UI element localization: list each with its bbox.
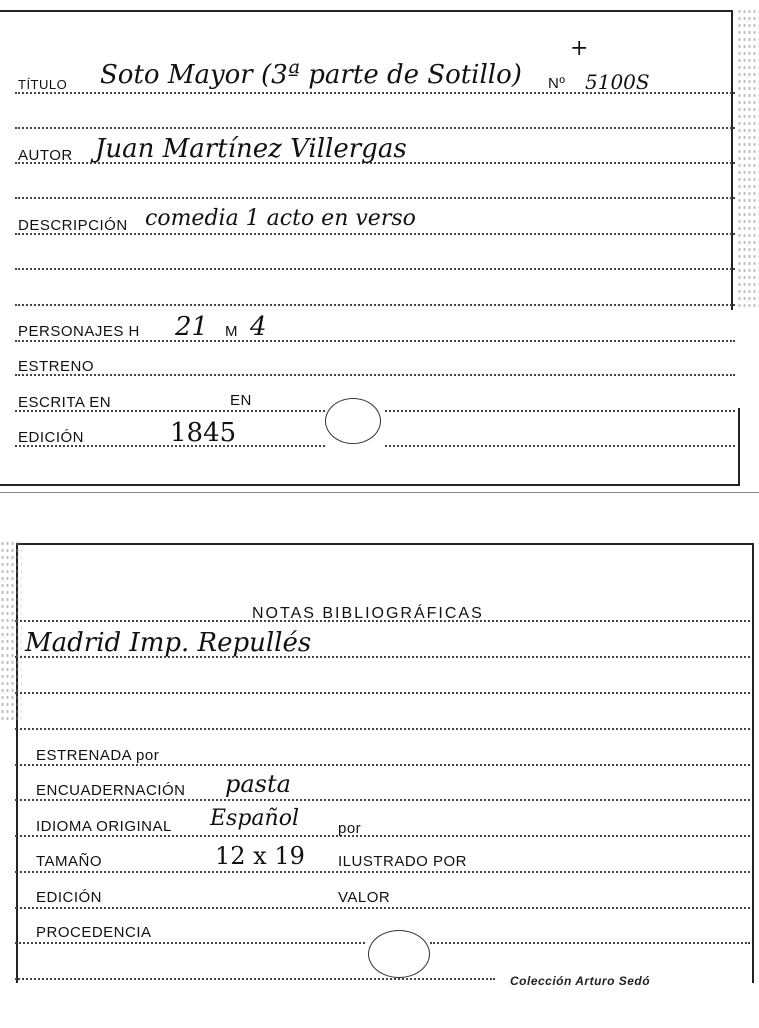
front-edge-speckle [737, 8, 759, 308]
rule-line [15, 764, 750, 766]
estreno-label: ESTRENO [18, 358, 95, 375]
tamano-label: TAMAÑO [36, 853, 103, 870]
descripcion-value: comedia 1 acto en verso [145, 206, 416, 231]
escrita-label: ESCRITA EN [18, 394, 112, 411]
rule-line [15, 978, 495, 980]
rule-line [15, 799, 750, 801]
personajes-h-value: 21 [175, 312, 209, 342]
back-top-border [18, 543, 754, 545]
front-catalog-card [0, 0, 759, 494]
back-catalog-card [0, 540, 759, 1028]
numero-value: 5100S [585, 70, 650, 94]
rule-line [15, 942, 365, 944]
tamano-value: 12 x 19 [215, 842, 305, 870]
procedencia-label: PROCEDENCIA [36, 924, 152, 941]
rule-line [15, 835, 750, 837]
notas-value: Madrid Imp. Repullés [25, 628, 312, 658]
rule-line [15, 374, 735, 376]
back-right-border [752, 543, 754, 983]
punch-hole [368, 930, 430, 978]
descripcion-label: DESCRIPCIÓN [18, 217, 128, 234]
rule-line [430, 942, 750, 944]
rule-line [15, 304, 735, 306]
personajes-m-label: M [225, 323, 238, 340]
coleccion-stamp: Colección Arturo Sedó [510, 974, 651, 988]
rule-line [385, 445, 735, 447]
rule-line [15, 728, 750, 730]
rule-line [15, 871, 750, 873]
valor-label: VALOR [338, 889, 391, 906]
ilustrado-label: ILUSTRADO POR [338, 853, 468, 870]
front-right-border-lower [738, 408, 740, 484]
encuadernacion-label: ENCUADERNACIÓN [36, 782, 186, 799]
card-separator [0, 492, 759, 493]
personajes-m-value: 4 [250, 312, 267, 342]
idioma-label: IDIOMA ORIGINAL [36, 818, 172, 835]
edicion-label-back: EDICIÓN [36, 889, 103, 906]
rule-line [15, 907, 750, 909]
por-label: por [338, 820, 362, 837]
punch-hole [325, 398, 381, 444]
front-top-border [0, 10, 732, 12]
estrenada-label: ESTRENADA por [36, 747, 160, 764]
personajes-label: PERSONAJES H [18, 323, 140, 340]
autor-label: AUTOR [18, 147, 73, 164]
titulo-value: Soto Mayor (3ª parte de Sotillo) [100, 60, 522, 90]
idioma-value: Español [210, 806, 299, 831]
numero-mark: + [570, 36, 589, 61]
autor-value: Juan Martínez Villergas [95, 134, 407, 164]
rule-line [15, 127, 735, 129]
encuadernacion-value: pasta [225, 770, 291, 798]
front-right-border [731, 10, 733, 310]
edicion-label: EDICIÓN [18, 429, 85, 446]
rule-line [15, 340, 735, 342]
edicion-value: 1845 [170, 418, 237, 448]
front-bottom-border [0, 484, 740, 486]
notas-heading: NOTAS BIBLIOGRÁFICAS [252, 605, 484, 622]
rule-line [15, 197, 735, 199]
numero-label: Nº [548, 75, 566, 92]
titulo-label: TÍTULO [18, 77, 68, 92]
rule-line [15, 692, 750, 694]
en-label: EN [230, 392, 252, 409]
rule-line [15, 268, 735, 270]
rule-line [385, 410, 735, 412]
